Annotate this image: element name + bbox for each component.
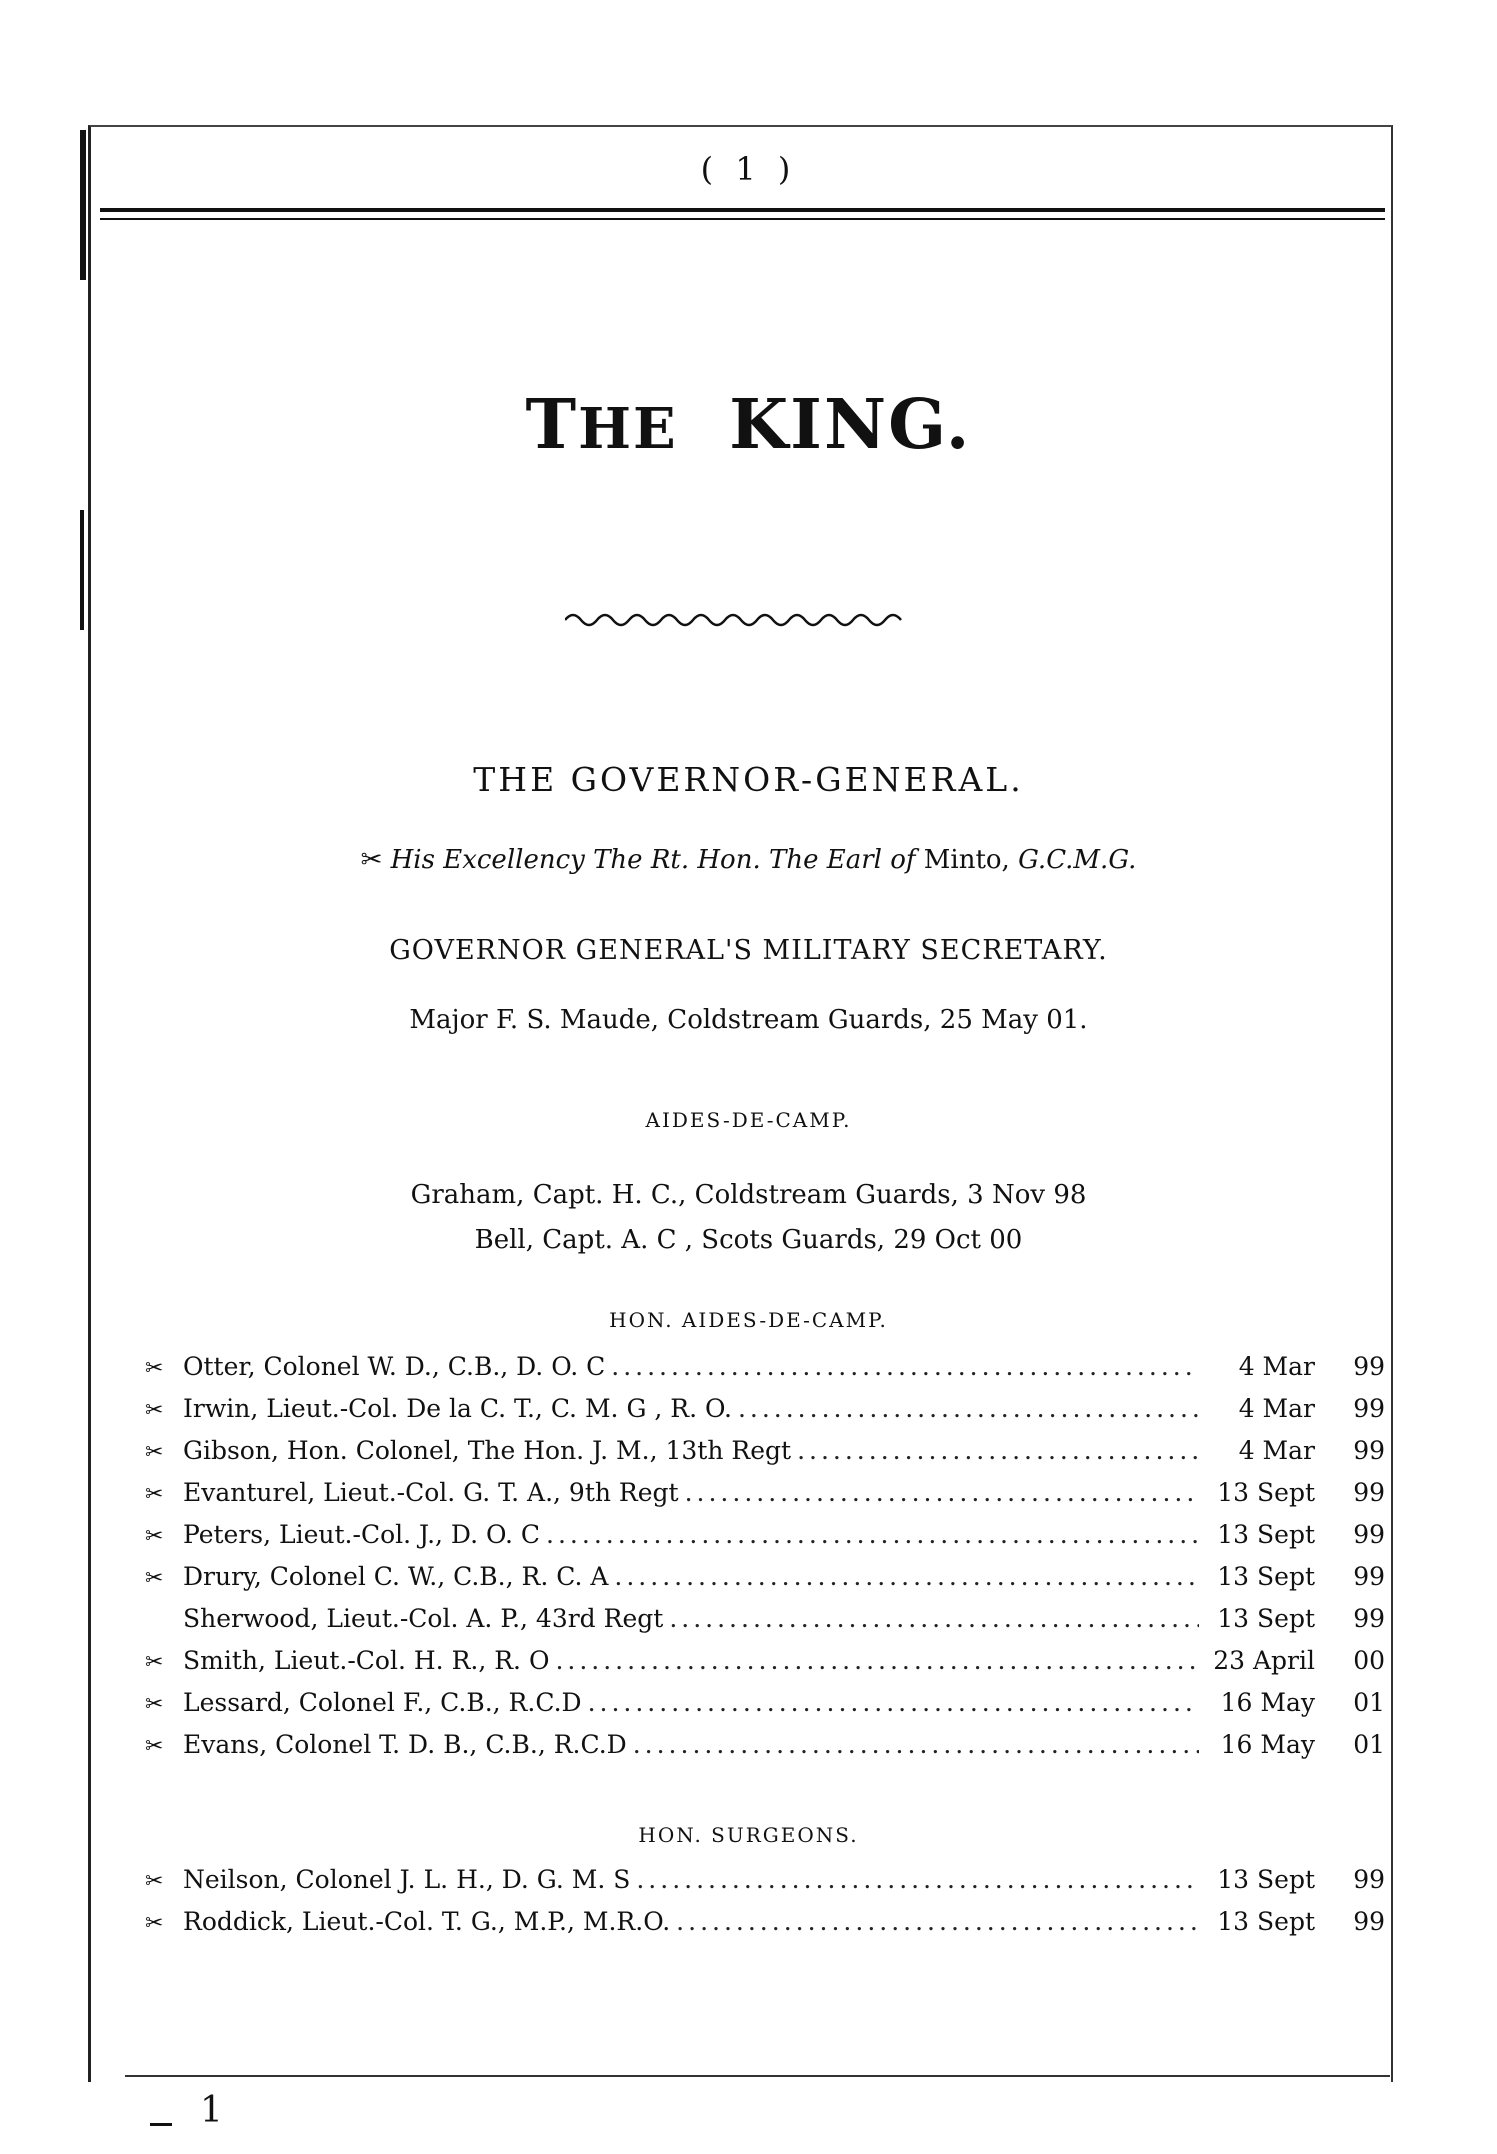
entry-name: Sherwood, Lieut.-Col. A. P., 43rd Regt bbox=[183, 1604, 664, 1633]
entry-name: Peters, Lieut.-Col. J., D. O. C bbox=[183, 1520, 541, 1549]
list-item bbox=[145, 1436, 1385, 1478]
list-item bbox=[145, 1520, 1385, 1562]
title-main: KING. bbox=[729, 385, 972, 465]
entry-date: 13 Sept bbox=[1217, 1562, 1315, 1591]
aide-de-camp-entry: Bell, Capt. A. C , Scots Guards, 29 Oct 00 bbox=[474, 1225, 1023, 1255]
decoration-icon: ✂ bbox=[145, 1869, 164, 1894]
entry-year: 99 bbox=[1353, 1604, 1385, 1633]
entry-date: 13 Sept bbox=[1217, 1907, 1315, 1936]
list-item bbox=[145, 1478, 1385, 1520]
decoration-icon: ✂ bbox=[145, 1524, 164, 1549]
entry-name: Smith, Lieut.-Col. H. R., R. O bbox=[183, 1646, 550, 1675]
entry-date: 13 Sept bbox=[1217, 1478, 1315, 1507]
entry-name: Evanturel, Lieut.-Col. G. T. A., 9th Regt bbox=[183, 1478, 679, 1507]
entry-name: Lessard, Colonel F., C.B., R.C.D bbox=[183, 1688, 582, 1717]
list-item bbox=[145, 1865, 1385, 1907]
header-rule-thin bbox=[100, 218, 1385, 220]
governor-name-roman: Minto, bbox=[923, 845, 1010, 875]
entry-date: 4 Mar bbox=[1238, 1352, 1315, 1381]
entry-year: 99 bbox=[1353, 1394, 1385, 1423]
decoration-icon: ✂ bbox=[145, 1911, 164, 1936]
entry-name: Roddick, Lieut.-Col. T. G., M.P., M.R.O. bbox=[183, 1907, 671, 1936]
list-item bbox=[145, 1730, 1385, 1772]
list-item bbox=[145, 1907, 1385, 1949]
aides-de-camp-heading: AIDES-DE-CAMP. bbox=[645, 1108, 852, 1132]
decoration-icon: ✂ bbox=[145, 1440, 164, 1465]
list-item bbox=[145, 1688, 1385, 1730]
entry-date: 16 May bbox=[1220, 1730, 1315, 1759]
entry-date: 23 April bbox=[1213, 1646, 1315, 1675]
leader-dots bbox=[738, 1394, 1199, 1423]
governor-name-italic: His Excellency The Rt. Hon. The Earl of bbox=[390, 845, 916, 875]
entry-year: 01 bbox=[1353, 1688, 1385, 1717]
entry-date: 16 May bbox=[1220, 1688, 1315, 1717]
leader-dots bbox=[611, 1352, 1199, 1381]
entry-year: 99 bbox=[1353, 1520, 1385, 1549]
page-number: ( 1 ) bbox=[700, 150, 797, 188]
hon-aides-de-camp-list bbox=[145, 1352, 1385, 1772]
entry-name: Neilson, Colonel J. L. H., D. G. M. S bbox=[183, 1865, 631, 1894]
leader-dots bbox=[797, 1436, 1199, 1465]
entry-name: Otter, Colonel W. D., C.B., D. O. C bbox=[183, 1352, 606, 1381]
list-item bbox=[145, 1352, 1385, 1394]
entry-date: 4 Mar bbox=[1238, 1436, 1315, 1465]
leader-dots bbox=[685, 1478, 1199, 1507]
leader-dots bbox=[676, 1907, 1199, 1936]
leader-dots bbox=[633, 1730, 1199, 1759]
decoration-icon: ✂ bbox=[145, 1398, 164, 1423]
entry-year: 00 bbox=[1353, 1646, 1385, 1675]
entry-date: 13 Sept bbox=[1217, 1865, 1315, 1894]
hon-aides-de-camp-heading: HON. AIDES-DE-CAMP. bbox=[609, 1308, 888, 1332]
hon-surgeons-list bbox=[145, 1865, 1385, 1949]
entry-name: Irwin, Lieut.-Col. De la C. T., C. M. G , R. O. bbox=[183, 1394, 732, 1423]
entry-year: 99 bbox=[1353, 1436, 1385, 1465]
leader-dots bbox=[546, 1520, 1199, 1549]
military-secretary-heading: GOVERNOR GENERAL'S MILITARY SECRETARY. bbox=[389, 935, 1108, 966]
entry-name: Gibson, Hon. Colonel, The Hon. J. M., 13th Regt bbox=[183, 1436, 792, 1465]
entry-name: Drury, Colonel C. W., C.B., R. C. A bbox=[183, 1562, 609, 1591]
entry-year: 99 bbox=[1353, 1562, 1385, 1591]
footer-dash bbox=[150, 2123, 172, 2126]
entry-date: 13 Sept bbox=[1217, 1520, 1315, 1549]
binding-mark bbox=[80, 510, 84, 630]
entry-year: 99 bbox=[1353, 1907, 1385, 1936]
decoration-icon: ✂ bbox=[145, 1650, 164, 1675]
ornamental-rule bbox=[565, 605, 905, 635]
list-item bbox=[145, 1604, 1385, 1646]
list-item bbox=[145, 1562, 1385, 1604]
entry-year: 99 bbox=[1353, 1352, 1385, 1381]
aide-de-camp-entry: Graham, Capt. H. C., Coldstream Guards, 3 Nov 98 bbox=[410, 1180, 1087, 1210]
footer-signature-number: 1 bbox=[200, 2090, 223, 2131]
hon-surgeons-heading: HON. SURGEONS. bbox=[638, 1823, 859, 1847]
leader-dots bbox=[588, 1688, 1199, 1717]
decoration-icon: ✂ bbox=[145, 1734, 164, 1759]
page-title bbox=[0, 385, 1497, 465]
decoration-icon: ✂ bbox=[145, 1566, 164, 1591]
title-first-letter: T bbox=[525, 385, 579, 465]
leader-dots bbox=[636, 1865, 1199, 1894]
decoration-icon: ✂ bbox=[360, 845, 383, 875]
title-small-caps: HE bbox=[578, 396, 678, 462]
leader-dots bbox=[614, 1562, 1199, 1591]
decoration-icon: ✂ bbox=[145, 1692, 164, 1717]
entry-date: 13 Sept bbox=[1217, 1604, 1315, 1633]
entry-date: 4 Mar bbox=[1238, 1394, 1315, 1423]
entry-year: 01 bbox=[1353, 1730, 1385, 1759]
entry-year: 99 bbox=[1353, 1865, 1385, 1894]
leader-dots bbox=[669, 1604, 1199, 1633]
governor-general-heading: THE GOVERNOR-GENERAL. bbox=[473, 760, 1024, 799]
frame-bottom-rule bbox=[125, 2075, 1390, 2077]
leader-dots bbox=[555, 1646, 1199, 1675]
list-item bbox=[145, 1646, 1385, 1688]
decoration-icon: ✂ bbox=[145, 1356, 164, 1381]
decoration-icon: ✂ bbox=[145, 1482, 164, 1507]
military-secretary-entry: Major F. S. Maude, Coldstream Guards, 25 May 01. bbox=[409, 1005, 1088, 1035]
list-item bbox=[145, 1394, 1385, 1436]
governor-general-name bbox=[0, 845, 1497, 875]
entry-year: 99 bbox=[1353, 1478, 1385, 1507]
entry-name: Evans, Colonel T. D. B., C.B., R.C.D bbox=[183, 1730, 627, 1759]
header-rule-thick bbox=[100, 208, 1385, 212]
governor-post: G.C.M.G. bbox=[1018, 845, 1137, 875]
